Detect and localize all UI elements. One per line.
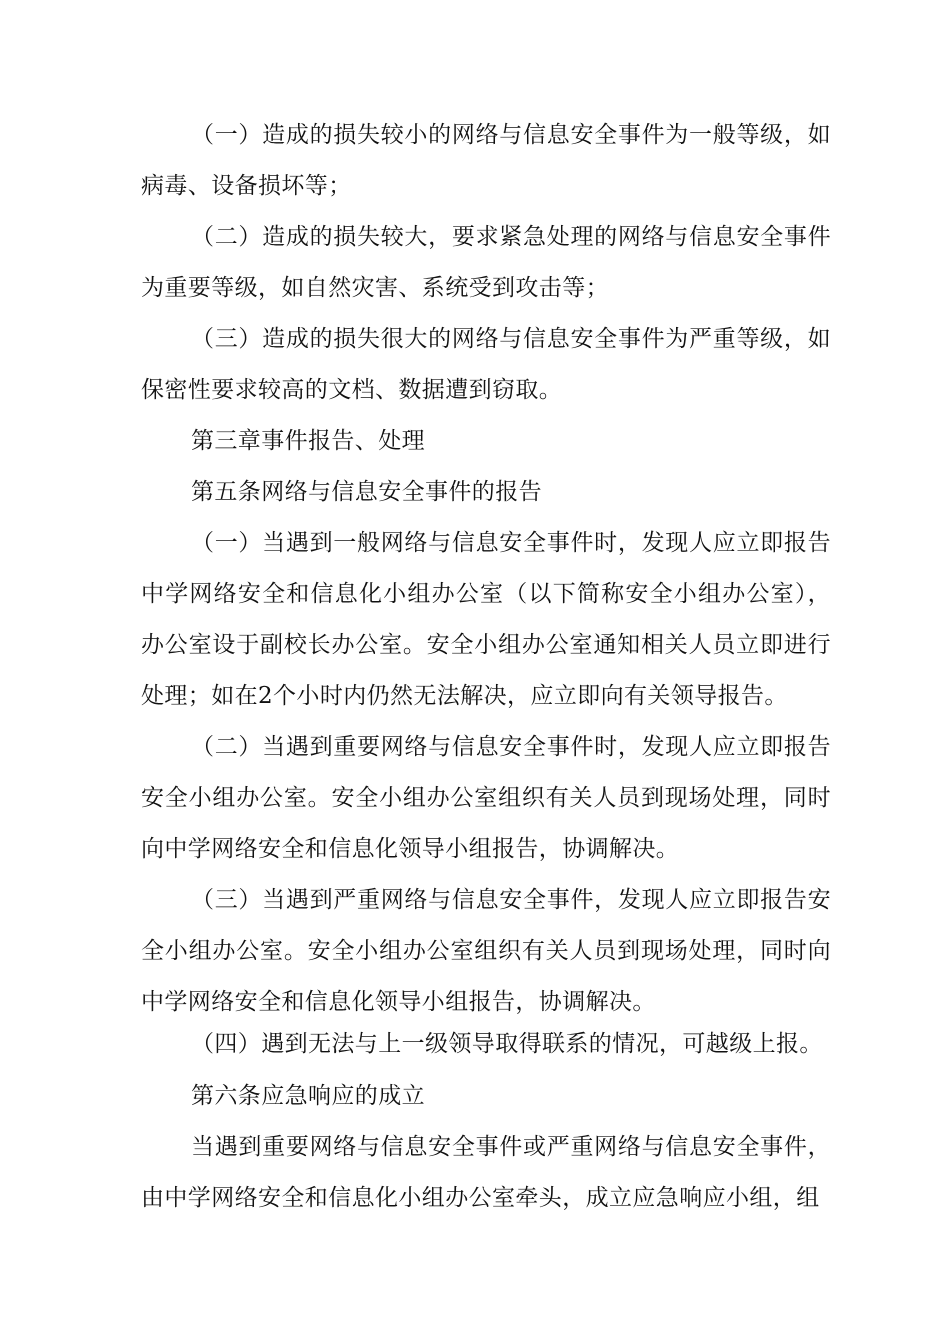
- article-heading-5: 第五条网络与信息安全事件的报告: [191, 479, 542, 505]
- chapter-heading: 第三章事件报告、处理: [191, 428, 425, 454]
- paragraph-report-skip-level: （四）遇到无法与上一级领导取得联系的情况，可越级上报。: [191, 1031, 823, 1057]
- paragraph-report-general: （一）当遇到一般网络与信息安全事件时，发现人应立即报告中学网络安全和信息化小组办公室（以下简称安全小组办公室），办公室设于副校长办公室。安全小组办公室通知相关人员立即进行处理；如在2个小时内仍然无法解决，应立即向有关领导报告。: [141, 530, 831, 709]
- paragraph-level-severe: （三）造成的损失很大的网络与信息安全事件为严重等级，如保密性要求较高的文档、数据遭到窃取。: [141, 326, 831, 403]
- paragraph-report-severe: （三）当遇到严重网络与信息安全事件，发现人应立即报告安全小组办公室。安全小组办公室组织有关人员到现场处理，同时向中学网络安全和信息化领导小组报告，协调解决。: [141, 887, 831, 1015]
- document-body: [141, 110, 831, 1224]
- article-heading-6: 第六条应急响应的成立: [191, 1083, 425, 1109]
- paragraph-response-team: 当遇到重要网络与信息安全事件或严重网络与信息安全事件，由中学网络安全和信息化小组办公室牵头，成立应急响应小组，组: [141, 1134, 831, 1211]
- paragraph-level-general: （一）造成的损失较小的网络与信息安全事件为一般等级，如病毒、设备损坏等；: [141, 122, 831, 199]
- paragraph-level-important: （二）造成的损失较大，要求紧急处理的网络与信息安全事件为重要等级，如自然灾害、系统受到攻击等；: [141, 224, 831, 301]
- paragraph-report-important: （二）当遇到重要网络与信息安全事件时，发现人应立即报告安全小组办公室。安全小组办公室组织有关人员到现场处理，同时向中学网络安全和信息化领导小组报告，协调解决。: [141, 734, 831, 862]
